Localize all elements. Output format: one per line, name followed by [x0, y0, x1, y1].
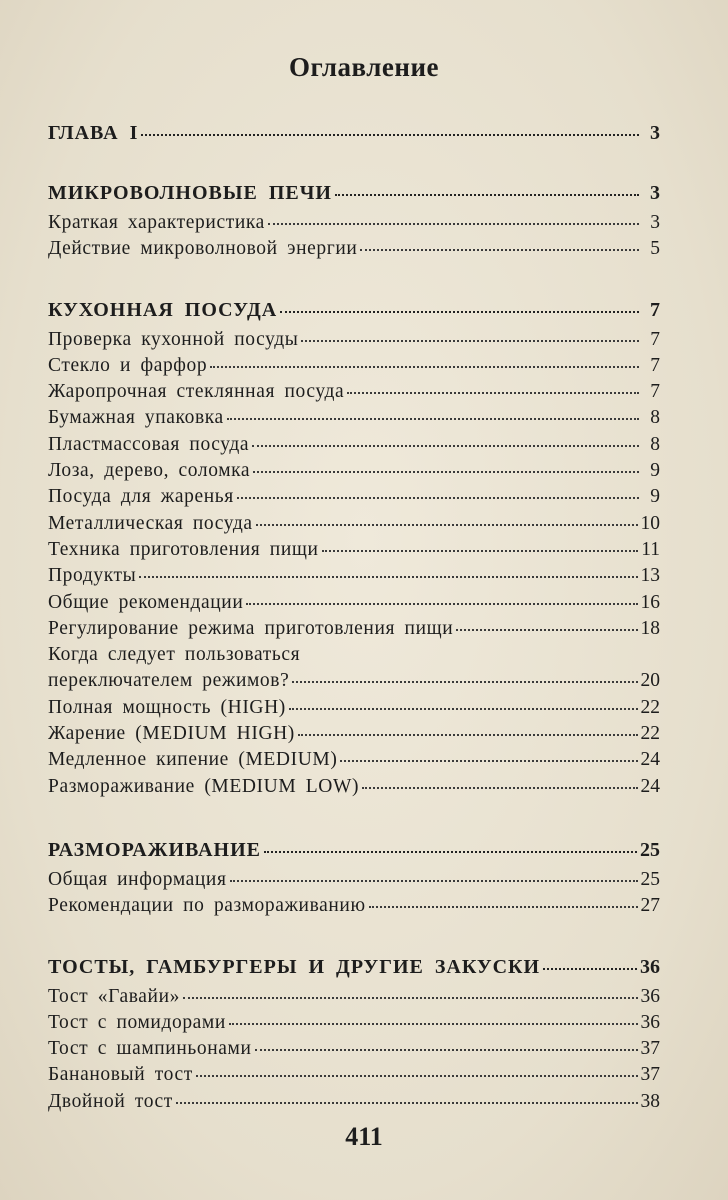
toc-page-number: 9: [650, 486, 660, 508]
toc-leader-dots: [456, 625, 637, 631]
toc-entry-label: Посуда для жаренья: [48, 486, 234, 508]
toc-page-number: 24: [640, 749, 660, 771]
toc-page-number: 8: [650, 433, 660, 455]
toc-page-number: 5: [650, 238, 660, 260]
toc-entry: [48, 590, 660, 616]
toc-entry: [48, 747, 660, 773]
toc-entry-label: переключателем режимов?: [48, 670, 290, 692]
toc-page-number: 7: [650, 381, 660, 403]
toc-page-number: 9: [650, 460, 660, 482]
toc-page-number: 36: [640, 1011, 660, 1033]
toc-leader-dots: [246, 599, 637, 605]
toc-leader-dots: [139, 572, 637, 578]
toc-entry-label: Тост с шампиньонами: [48, 1038, 252, 1060]
toc-entry-label: Краткая характеристика: [48, 212, 265, 233]
toc-leader-dots: [360, 245, 639, 251]
toc-leader-dots: [362, 783, 637, 789]
toc-leader-dots: [264, 847, 637, 853]
toc-entry: [48, 210, 660, 236]
toc-entry-label: Регулирование режима приготовления пищи: [48, 617, 454, 639]
toc-leader-dots: [369, 902, 638, 908]
toc-page-number: 13: [640, 565, 660, 587]
toc-entry: [48, 458, 660, 484]
toc-entry: [48, 511, 660, 537]
toc-entry: [48, 1089, 660, 1115]
toc-entry-label: Размораживание (MEDIUM LOW): [48, 775, 360, 797]
toc-entry-label: Лоза, дерево, соломка: [48, 460, 251, 482]
toc-entry: [48, 563, 660, 589]
toc-page-number: 25: [640, 838, 660, 861]
toc-entry-label: Рекомендации по размораживанию: [48, 895, 366, 917]
toc-page-number: 3: [650, 182, 660, 204]
toc-page-number: 24: [640, 775, 660, 797]
toc-entry-label: Общие рекомендации: [48, 591, 244, 613]
toc-entry: [48, 379, 660, 405]
toc-page-number: 7: [650, 298, 660, 321]
toc-leader-dots: [210, 362, 639, 368]
toc-page-number: 36: [640, 985, 660, 1007]
toc-heading-label: ТОСТЫ, ГАМБУРГЕРЫ И ДРУГИЕ ЗАКУСКИ: [48, 955, 541, 978]
toc-heading-label: РАЗМОРАЖИВАНИЕ: [48, 838, 262, 861]
toc-page-number: 7: [650, 354, 660, 376]
toc-leader-dots: [183, 993, 638, 999]
toc-entry-label: Полная мощность (HIGH): [48, 696, 286, 718]
toc-entry-label: Проверка кухонной посуды: [48, 328, 299, 350]
toc-page-number: 37: [640, 1064, 660, 1086]
toc-leader-dots: [543, 964, 637, 970]
toc-entry: [48, 484, 660, 510]
toc-page-number: 8: [650, 407, 660, 429]
toc-entry-label: Техника приготовления пищи: [48, 538, 319, 560]
toc-leader-dots: [253, 467, 639, 473]
toc-entry: [48, 432, 660, 458]
toc-leader-dots: [141, 130, 639, 136]
toc-heading-label: КУХОННАЯ ПОСУДА: [48, 298, 278, 321]
toc-entry: [48, 984, 660, 1010]
toc-entry-first-line: Когда следует пользоваться: [48, 644, 301, 666]
toc-entry: [48, 353, 660, 379]
toc-leader-dots: [340, 756, 637, 762]
toc-leader-dots: [176, 1098, 638, 1104]
toc-entry: [48, 774, 660, 800]
toc-heading: [48, 180, 660, 210]
toc-entry-label: Общая информация: [48, 868, 227, 890]
toc-page-number: 22: [640, 723, 660, 745]
toc-page-number: 36: [640, 955, 660, 978]
toc-leader-dots: [322, 546, 639, 552]
toc-entry-label: Жаропрочная стеклянная посуда: [48, 381, 345, 403]
toc-entry-label: Тост «Гавайи»: [48, 985, 180, 1007]
toc-page-number: 27: [640, 895, 660, 917]
toc-heading-label: МИКРОВОЛНОВЫЕ ПЕЧИ: [48, 182, 332, 204]
toc-leader-dots: [237, 493, 639, 499]
toc-leader-dots: [268, 219, 639, 225]
toc-leader-dots: [280, 307, 639, 313]
toc-leader-dots: [229, 1019, 638, 1025]
toc-heading: [48, 837, 660, 867]
toc-entry: [48, 1010, 660, 1036]
toc-leader-dots: [252, 441, 639, 447]
toc-entry: [48, 1036, 660, 1062]
toc-leader-dots: [230, 876, 638, 882]
toc-leader-dots: [301, 336, 639, 342]
toc-entry-label: Металлическая посуда: [48, 512, 253, 534]
toc-page-number: 22: [640, 696, 660, 718]
toc-entry-label: Бумажная упаковка: [48, 407, 224, 429]
toc-entry: [48, 668, 660, 694]
toc-entry: [48, 616, 660, 642]
toc-entry-label: Стекло и фарфор: [48, 354, 208, 376]
table-of-contents: [48, 120, 660, 1115]
toc-page-number: 10: [640, 512, 660, 534]
toc-page-number: 18: [640, 617, 660, 639]
toc-entry-label: Двойной тост: [48, 1090, 173, 1112]
toc-leader-dots: [335, 190, 639, 196]
toc-page-number: 16: [640, 591, 660, 613]
toc-leader-dots: [289, 704, 638, 710]
toc-entry: [48, 695, 660, 721]
toc-page-number: 38: [640, 1090, 660, 1112]
toc-page-number: 3: [650, 212, 660, 233]
toc-page-number: 7: [650, 328, 660, 350]
toc-entry-label: Пластмассовая посуда: [48, 433, 250, 455]
toc-leader-dots: [255, 1045, 638, 1051]
toc-page-number: 3: [650, 122, 660, 144]
toc-entry-label: Жарение (MEDIUM HIGH): [48, 723, 295, 745]
toc-entry: [48, 893, 660, 919]
page-title: Оглавление: [289, 52, 439, 82]
toc-leader-dots: [227, 414, 639, 420]
toc-entry: [48, 236, 660, 262]
toc-entry-label: Продукты: [48, 565, 137, 587]
toc-leader-dots: [256, 520, 638, 526]
toc-page-number: 37: [640, 1038, 660, 1060]
toc-page-number: 20: [640, 670, 660, 692]
toc-entry: [48, 867, 660, 893]
toc-entry: [48, 721, 660, 747]
toc-page-number: 11: [641, 538, 660, 560]
toc-entry: [48, 1062, 660, 1088]
toc-entry-label: Медленное кипение (MEDIUM): [48, 749, 338, 771]
toc-entry-label: Тост с помидорами: [48, 1011, 226, 1033]
toc-heading: [48, 120, 660, 150]
toc-leader-dots: [196, 1071, 638, 1077]
toc-entry-label: Банановый тост: [48, 1064, 193, 1086]
toc-entry: [48, 537, 660, 563]
toc-entry-label: Действие микроволновой энергии: [48, 238, 358, 260]
toc-page-number: 25: [640, 868, 660, 890]
toc-heading-label: ГЛАВА I: [48, 122, 139, 144]
toc-entry: [48, 405, 660, 431]
toc-heading: [48, 954, 660, 984]
toc-leader-dots: [347, 388, 639, 394]
toc-leader-dots: [298, 730, 638, 736]
page-number: 411: [345, 1122, 383, 1151]
toc-entry: [48, 327, 660, 353]
toc-leader-dots: [292, 677, 637, 683]
toc-heading: [48, 297, 660, 327]
